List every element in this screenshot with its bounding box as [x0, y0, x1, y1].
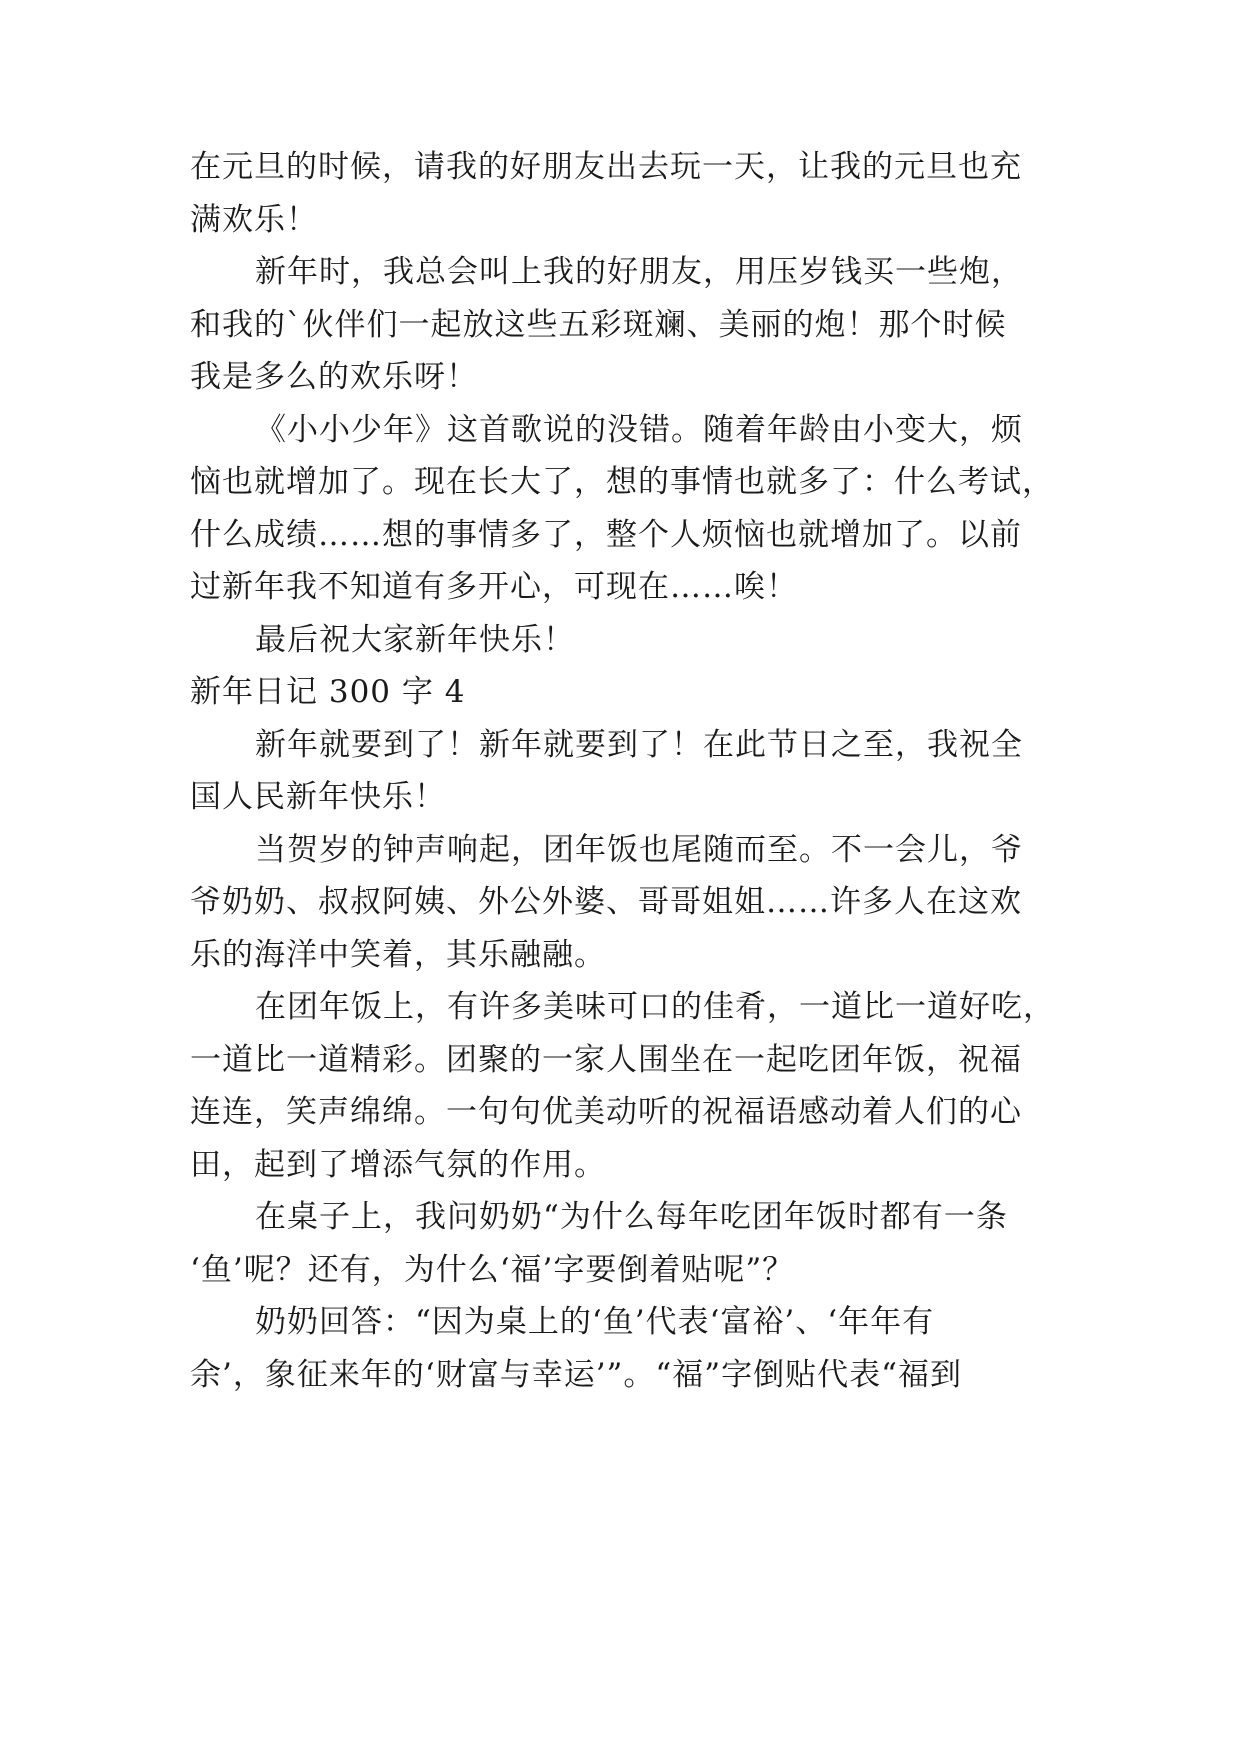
text-line: 满欢乐！	[190, 202, 318, 238]
text-line: 在元旦的时候，请我的好朋友出去玩一天，让我的元旦也充	[190, 149, 1022, 185]
text-line: 连连，笑声绵绵。一句句优美动听的祝福语感动着人们的心	[190, 1094, 1022, 1130]
text-line: 在桌子上，我问奶奶“为什么每年吃团年饭时都有一条	[255, 1199, 1008, 1235]
text-line: 恼也就增加了。现在长大了，想的事情也就多了：什么考试，	[190, 464, 1054, 500]
text-line: 余’，象征来年的‘财富与幸运’”。“福”字倒贴代表“福到	[190, 1357, 962, 1393]
text-line: 当贺岁的钟声响起，团年饭也尾随而至。不一会儿，爷	[255, 832, 1023, 868]
text-line: 新年就要到了！新年就要到了！在此节日之至，我祝全	[255, 727, 1023, 763]
text-line: 爷奶奶、叔叔阿姨、外公外婆、哥哥姐姐……许多人在这欢	[190, 884, 1022, 920]
text-line: 田，起到了增添气氛的作用。	[190, 1147, 606, 1183]
text-line: ‘鱼’呢？还有，为什么‘福’字要倒着贴呢”？	[190, 1252, 795, 1288]
text-line: 乐的海洋中笑着，其乐融融。	[190, 937, 606, 973]
text-line: 一道比一道精彩。团聚的一家人围坐在一起吃团年饭，祝福	[190, 1042, 1022, 1078]
text-line: 《小小少年》这首歌说的没错。随着年龄由小变大，烦	[255, 412, 1023, 448]
text-line: 国人民新年快乐！	[190, 779, 446, 815]
text-line: 和我的`伙伴们一起放这些五彩斑斓、美丽的炮！那个时候	[190, 307, 1007, 343]
text-line: 最后祝大家新年快乐！	[255, 622, 575, 658]
section-heading: 新年日记 300 字 4	[190, 674, 466, 710]
text-line: 什么成绩……想的事情多了，整个人烦恼也就增加了。以前	[190, 517, 1022, 553]
text-line: 在团年饭上，有许多美味可口的佳肴，一道比一道好吃，	[255, 989, 1055, 1025]
text-line: 我是多么的欢乐呀！	[190, 359, 478, 395]
text-line: 奶奶回答：“因为桌上的‘鱼’代表‘富裕’、‘年年有	[255, 1304, 935, 1340]
text-line: 过新年我不知道有多开心，可现在……唉！	[190, 569, 798, 605]
text-line: 新年时，我总会叫上我的好朋友，用压岁钱买一些炮，	[255, 254, 1023, 290]
